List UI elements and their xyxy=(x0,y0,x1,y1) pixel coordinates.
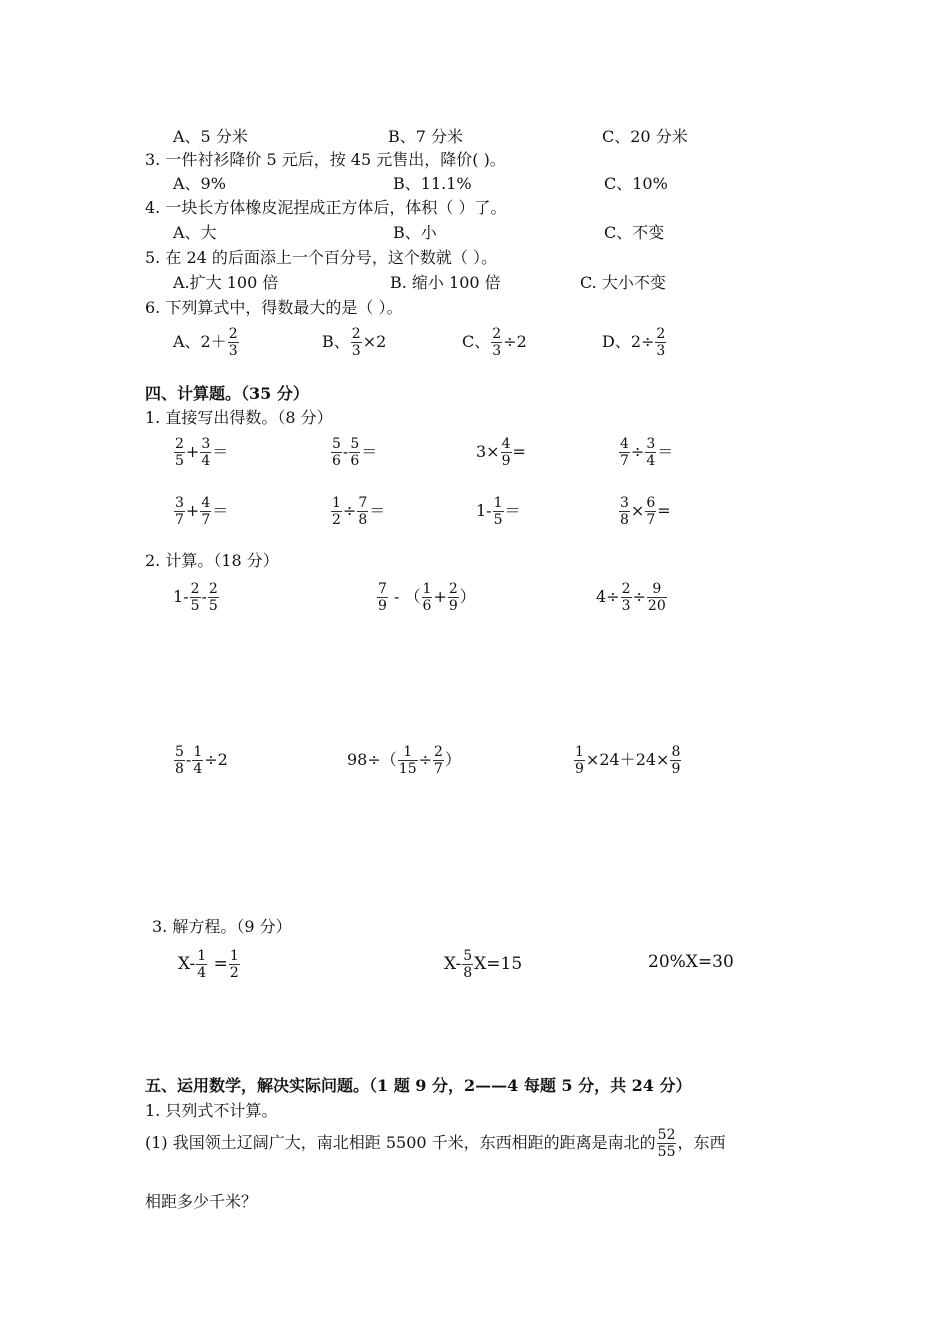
section5-sub1: 1. 只列式不计算。 xyxy=(145,1101,278,1120)
q6-option-a: A、2＋ $\frac{2}{3}$ xyxy=(173,326,238,359)
section4-sub1: 1. 直接写出得数。（8 分） xyxy=(145,408,333,427)
direct-r2c4: $\frac{3}{8}$ × $\frac{6}{7}$ = xyxy=(620,495,671,528)
q2-option-b: B、7 分米 xyxy=(388,127,464,146)
calc-expr-5: 98÷（ $\frac{1}{15}$ ÷ $\frac{2}{7}$ ） xyxy=(347,744,461,777)
section4-sub3: 3. 解方程。（9 分） xyxy=(152,917,292,936)
q6-option-b: B、 $\frac{2}{3}$ ×2 xyxy=(322,326,387,359)
direct-r1c3: 3× $\frac{4}{9}$ = xyxy=(476,436,526,469)
q5-option-b: B. 缩小 100 倍 xyxy=(390,273,501,292)
calc-expr-1: 1- $\frac{2}{5}$ - $\frac{2}{5}$ xyxy=(173,581,218,614)
calc-expr-4: $\frac{5}{8}$ - $\frac{1}{4}$ ÷2 xyxy=(175,744,228,777)
q5-option-a: A.扩大 100 倍 xyxy=(173,273,279,292)
q6-option-d: D、2÷ $\frac{2}{3}$ xyxy=(602,326,666,359)
calc-expr-6: $\frac{1}{9}$ ×24＋24× $\frac{8}{9}$ xyxy=(575,744,681,777)
direct-r2c1: $\frac{3}{7}$ + $\frac{4}{7}$ ＝ xyxy=(175,495,229,528)
equation-3: 20%X=30 xyxy=(648,952,734,972)
section5-title: 五、运用数学，解决实际问题。（1 题 9 分，2——4 每题 5 分，共 24 分） xyxy=(145,1076,692,1095)
direct-r1c2: $\frac{5}{6}$ - $\frac{5}{6}$ ＝ xyxy=(332,436,378,469)
section5-problem-1-line2: 相距多少千米？ xyxy=(145,1192,258,1211)
direct-r1c1: $\frac{2}{5}$ + $\frac{3}{4}$ ＝ xyxy=(175,436,229,469)
direct-r1c4: $\frac{4}{7}$ ÷ $\frac{3}{4}$ ＝ xyxy=(620,436,674,469)
calc-expr-2: $\frac{7}{9}$ - （ $\frac{1}{6}$ + $\frac{2}{9}$ ） xyxy=(378,581,476,614)
direct-r2c2: $\frac{1}{2}$ ÷ $\frac{7}{8}$ ＝ xyxy=(332,495,386,528)
equation-1: X- $\frac{1}{4}$ = $\frac{1}{2}$ xyxy=(178,948,239,981)
q6-stem: 6. 下列算式中，得数最大的是（ ）。 xyxy=(145,298,403,317)
calc-expr-3: 4÷ $\frac{2}{3}$ ÷ $\frac{9}{20}$ xyxy=(596,581,666,614)
q5-option-c: C. 大小不变 xyxy=(580,273,666,292)
q5-stem: 5. 在 24 的后面添上一个百分号，这个数就（ ）。 xyxy=(145,248,497,267)
q6-option-c: C、 $\frac{2}{3}$ ÷2 xyxy=(462,326,527,359)
q2-option-a: A、5 分米 xyxy=(173,127,248,146)
direct-r2c3: 1- $\frac{1}{5}$ ＝ xyxy=(476,495,521,528)
q3-option-c: C、10% xyxy=(604,174,668,193)
q3-option-a: A、9% xyxy=(173,174,226,193)
section4-sub2: 2. 计算。（18 分） xyxy=(145,551,279,570)
q2-option-c: C、20 分米 xyxy=(602,127,688,146)
q4-option-a: A、大 xyxy=(173,223,217,242)
q3-option-b: B、11.1% xyxy=(393,174,472,193)
q4-stem: 4. 一块长方体橡皮泥捏成正方体后，体积（ ）了。 xyxy=(145,198,507,217)
q4-option-b: B、小 xyxy=(393,223,437,242)
q4-option-c: C、不变 xyxy=(604,223,665,242)
q3-stem: 3. 一件衬衫降价 5 元后，按 45 元售出，降价( )。 xyxy=(145,150,506,169)
section4-title: 四、计算题。（35 分） xyxy=(145,384,309,403)
section5-problem-1-line1: (1) 我国领土辽阔广大，南北相距 5500 千米，东西相距的距离是南北的 $\frac{52}{55}$ ，东西 xyxy=(145,1127,726,1160)
equation-2: X- $\frac{5}{8}$ X=15 xyxy=(444,948,523,981)
